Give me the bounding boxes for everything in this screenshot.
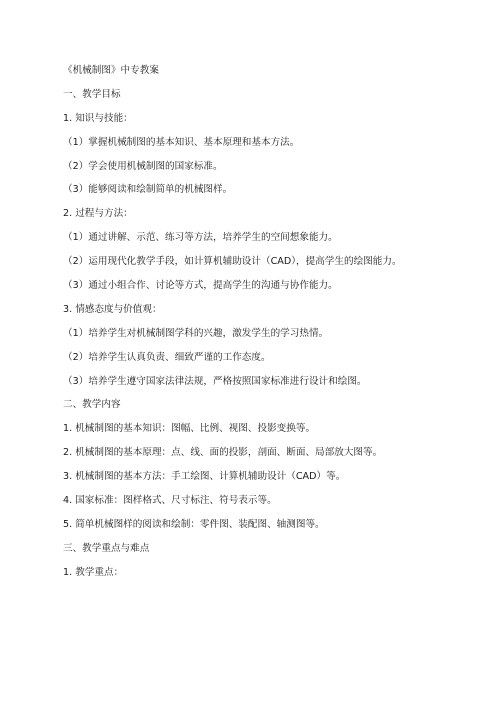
text-line: （2）学会使用机械制图的国家标准。 bbox=[63, 160, 223, 172]
text-line: 3. 机械制图的基本方法：手工绘图、计算机辅助设计（CAD）等。 bbox=[63, 471, 346, 483]
text-line: 5. 简单机械图样的阅读和绘制：零件图、装配图、轴测图等。 bbox=[63, 518, 325, 530]
section-heading: 三、教学重点与难点 bbox=[63, 542, 150, 554]
text-line: 4. 国家标准：图样格式、尺寸标注、符号表示等。 bbox=[63, 495, 277, 507]
text-line: （3）培养学生遵守国家法律法规，严格按照国家标准进行设计和绘图。 bbox=[63, 375, 367, 387]
text-line: （2）培养学生认真负责、细致严谨的工作态度。 bbox=[63, 351, 271, 363]
text-line: 1. 机械制图的基本知识：图幅、比例、视图、投影变换等。 bbox=[63, 423, 316, 435]
subsection-heading: 3. 情感态度与价值观： bbox=[63, 303, 162, 315]
section-heading: 二、教学内容 bbox=[63, 399, 121, 411]
subsection-heading: 1. 知识与技能： bbox=[63, 112, 133, 124]
text-line: （1）培养学生对机械制图学科的兴趣，激发学生的学习热情。 bbox=[63, 327, 329, 339]
section-heading: 一、教学目标 bbox=[63, 88, 121, 100]
text-line: 2. 机械制图的基本原理：点、线、面的投影，剖面、断面、局部放大图等。 bbox=[63, 447, 383, 459]
document-title: 《机械制图》中专教案 bbox=[63, 65, 159, 76]
subsection-heading: 2. 过程与方法： bbox=[63, 208, 133, 220]
document-body bbox=[63, 64, 483, 590]
subsection-heading: 1. 教学重点： bbox=[63, 566, 124, 578]
text-line: （3）能够阅读和绘制简单的机械图样。 bbox=[63, 184, 233, 196]
text-line: （3）通过小组合作、讨论等方式，提高学生的沟通与协作能力。 bbox=[63, 280, 338, 292]
text-line: （1）掌握机械制图的基本知识、基本原理和基本方法。 bbox=[63, 136, 300, 148]
text-line: （1）通过讲解、示范、练习等方法，培养学生的空间想象能力。 bbox=[63, 232, 338, 244]
text-line: （2）运用现代化教学手段，如计算机辅助设计（CAD），提高学生的绘图能力。 bbox=[63, 256, 402, 268]
